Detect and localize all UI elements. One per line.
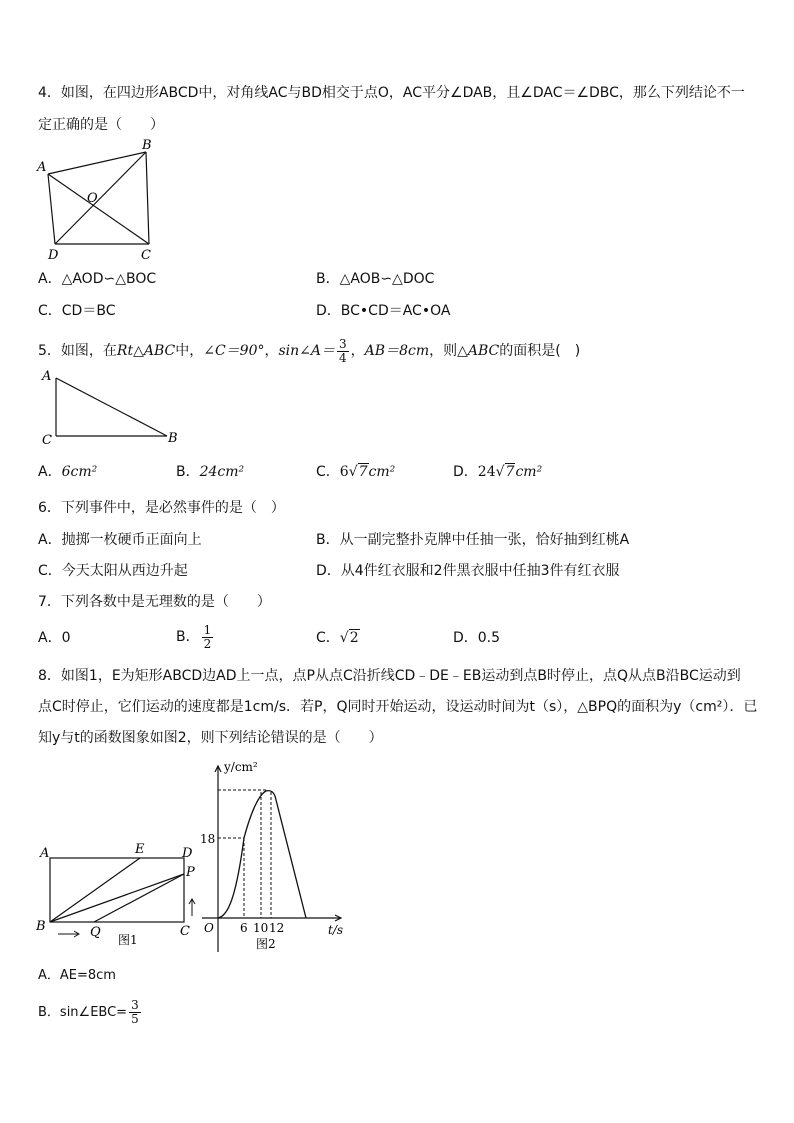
q5-option-c-prefix: C． xyxy=(316,464,340,480)
q8-graph-y-label: y/cm² xyxy=(224,760,258,774)
q7-option-d: D．0.5 xyxy=(453,630,501,646)
q5-option-d-prefix: D． xyxy=(453,464,478,480)
q6-option-c: C．今天太阳从西边升起 xyxy=(38,563,188,579)
q5-rt: Rt xyxy=(116,343,134,359)
q8-option-b-fraction xyxy=(129,999,141,1026)
q8-option-b-prefix: B．sin∠EBC= xyxy=(38,1005,128,1020)
q5-triangle-figure xyxy=(34,368,184,448)
q6-option-b: B．从一副完整扑克牌中任抽一张，恰好抽到红桃A xyxy=(316,532,630,548)
q5-option-d-unit: cm² xyxy=(515,464,543,480)
q4-option-c: C．CD＝BC xyxy=(38,303,116,319)
q8-graph-x-tick-6: 6 xyxy=(240,921,248,935)
q4-option-b: B．△AOB∽△DOC xyxy=(316,271,435,287)
q8-figure-1-rectangle xyxy=(34,838,204,950)
q8-fig1-label-d: D xyxy=(182,846,193,861)
q5-triangle-2: △ABC xyxy=(457,343,500,359)
q5-sin-a: sin∠A＝ xyxy=(278,343,336,359)
q7-option-c-radical-sign: √ xyxy=(339,630,349,646)
q8-fig1-label-p: P xyxy=(186,865,195,880)
q7-option-a: A．0 xyxy=(38,630,71,646)
q4-label-a: A xyxy=(37,160,47,175)
q8-stem-line1: 8．如图1，E为矩形ABCD边AD上一点，点P从点C沿折线CD﹣DE﹣EB运动到点B时停止，点Q从点B沿BC运动到 xyxy=(38,668,741,684)
q7-stem: 7．下列各数中是无理数的是（ ） xyxy=(38,594,271,610)
q8-segment-be xyxy=(50,858,140,922)
q7-option-b-fraction xyxy=(202,624,214,651)
q7-option-b-denominator: 2 xyxy=(203,636,212,651)
q8-option-a: A．AE=8cm xyxy=(38,968,116,983)
q5-angle-c: ∠C＝90° xyxy=(203,343,265,359)
q4-label-b: B xyxy=(142,138,152,153)
q7-option-c-prefix: C． xyxy=(316,630,340,646)
q5-label-b: B xyxy=(168,431,178,446)
q4-label-d: D xyxy=(48,248,59,262)
q6-stem: 6．下列事件中，是必然事件的是（ ） xyxy=(38,500,285,516)
q8-segment-bp xyxy=(50,874,184,922)
q5-stem xyxy=(38,337,580,365)
q5-option-d-expression xyxy=(478,463,542,480)
q5-option-c-coef: 6 xyxy=(339,464,349,480)
q8-option-b-numerator: 3 xyxy=(131,998,139,1012)
q5-fraction-denominator: 4 xyxy=(339,350,347,365)
q4-label-o: O xyxy=(87,191,98,206)
q5-comma-2: ， xyxy=(350,343,365,359)
q4-diagonal-bd xyxy=(55,152,146,244)
q5-option-a-prefix: A． xyxy=(38,464,62,480)
q5-label-a: A xyxy=(42,369,52,384)
q7-option-b xyxy=(176,620,215,654)
q4-side-da xyxy=(48,174,55,244)
q4-stem-line2: 定正确的是（ ） xyxy=(38,117,164,133)
q5-option-a-value: 6cm² xyxy=(61,464,98,480)
q4-option-d: D．BC•CD＝AC•OA xyxy=(316,303,451,319)
q5-option-b-value: 24cm² xyxy=(199,464,245,480)
q5-mid-1: 中， xyxy=(175,343,204,359)
q4-label-c: C xyxy=(141,248,151,262)
q5-option-d-radicand: 7 xyxy=(505,464,515,480)
q5-ab: AB＝8cm xyxy=(364,343,430,359)
q5-option-d xyxy=(453,463,542,481)
q6-option-d: D．从4件红衣服和2件黑衣服中任抽3件有红衣服 xyxy=(316,563,620,579)
q8-graph-origin: O xyxy=(204,921,214,935)
q8-graph-x-tick-10: 10 xyxy=(253,921,269,935)
q8-fig1-caption: 图1 xyxy=(118,933,138,947)
q8-stem-line3: 知y与t的函数图象如图2，则下列结论错误的是（ ） xyxy=(38,730,383,746)
q5-mid-2: ，则 xyxy=(429,343,458,359)
q8-fig1-label-q: Q xyxy=(90,925,101,940)
q5-option-c xyxy=(316,463,395,481)
q5-option-d-radical-sign: √ xyxy=(495,464,505,480)
q7-option-c-radicand: 2 xyxy=(349,630,359,646)
q7-option-b-prefix: B． xyxy=(176,629,200,645)
q5-comma-1: ， xyxy=(264,343,279,359)
q8-option-b-denominator: 5 xyxy=(131,1012,139,1026)
q5-prefix: 5．如图，在 xyxy=(38,343,117,359)
q5-option-c-unit: cm² xyxy=(368,464,396,480)
q4-side-ab xyxy=(48,152,146,174)
q5-option-b xyxy=(176,463,244,481)
q8-figure-2-graph xyxy=(198,758,348,954)
q5-option-c-radicand: 7 xyxy=(358,464,368,480)
q8-fig1-label-e: E xyxy=(135,842,145,857)
q6-option-a: A．抛掷一枚硬币正面向上 xyxy=(38,532,202,548)
q8-graph-x-tick-12: 12 xyxy=(269,921,285,935)
q5-option-b-prefix: B． xyxy=(176,464,200,480)
q4-quadrilateral-figure xyxy=(34,138,164,262)
q7-option-b-numerator: 1 xyxy=(203,622,212,637)
q8-graph-y-tick-18: 18 xyxy=(200,832,216,846)
q8-option-b xyxy=(38,996,143,1030)
q4-diagonal-ac xyxy=(48,174,149,244)
q5-side-ab xyxy=(56,378,167,436)
q5-fraction xyxy=(337,338,349,365)
q4-stem-line1: 4．如图，在四边形ABCD中，对角线AC与BD相交于点O，AC平分∠DAB，且∠DAC＝∠DBC，那么下列结论不一 xyxy=(38,85,745,101)
q8-fig1-label-b: B xyxy=(36,919,46,934)
q5-option-c-radical-sign: √ xyxy=(348,464,358,480)
q8-graph-curve xyxy=(218,791,306,918)
q5-option-a xyxy=(38,463,97,481)
q8-fig2-caption: 图2 xyxy=(256,937,276,951)
q4-option-a: A．△AOD∽△BOC xyxy=(38,271,157,287)
q8-graph-x-label: t/s xyxy=(328,923,344,937)
q7-option-c xyxy=(316,629,360,647)
q5-triangle-1: △ABC xyxy=(133,343,176,359)
q5-label-c: C xyxy=(42,433,52,448)
q5-suffix: 的面积是( ) xyxy=(499,343,581,359)
q5-option-d-coef: 24 xyxy=(477,464,496,480)
q8-rectangle-abcd xyxy=(50,858,184,922)
q4-side-bc xyxy=(146,152,149,244)
q8-fig1-label-a: A xyxy=(40,846,50,861)
q8-stem-line2: 点C时停止，它们运动的速度都是1cm/s．若P，Q同时开始运动，设运动时间为t（s），△BPQ的面积为y（cm²）．已 xyxy=(38,699,758,715)
q5-option-c-expression xyxy=(340,463,396,480)
q5-fraction-numerator: 3 xyxy=(339,336,347,351)
q8-fig1-label-c: C xyxy=(180,924,190,939)
q7-option-c-expression xyxy=(340,629,360,646)
